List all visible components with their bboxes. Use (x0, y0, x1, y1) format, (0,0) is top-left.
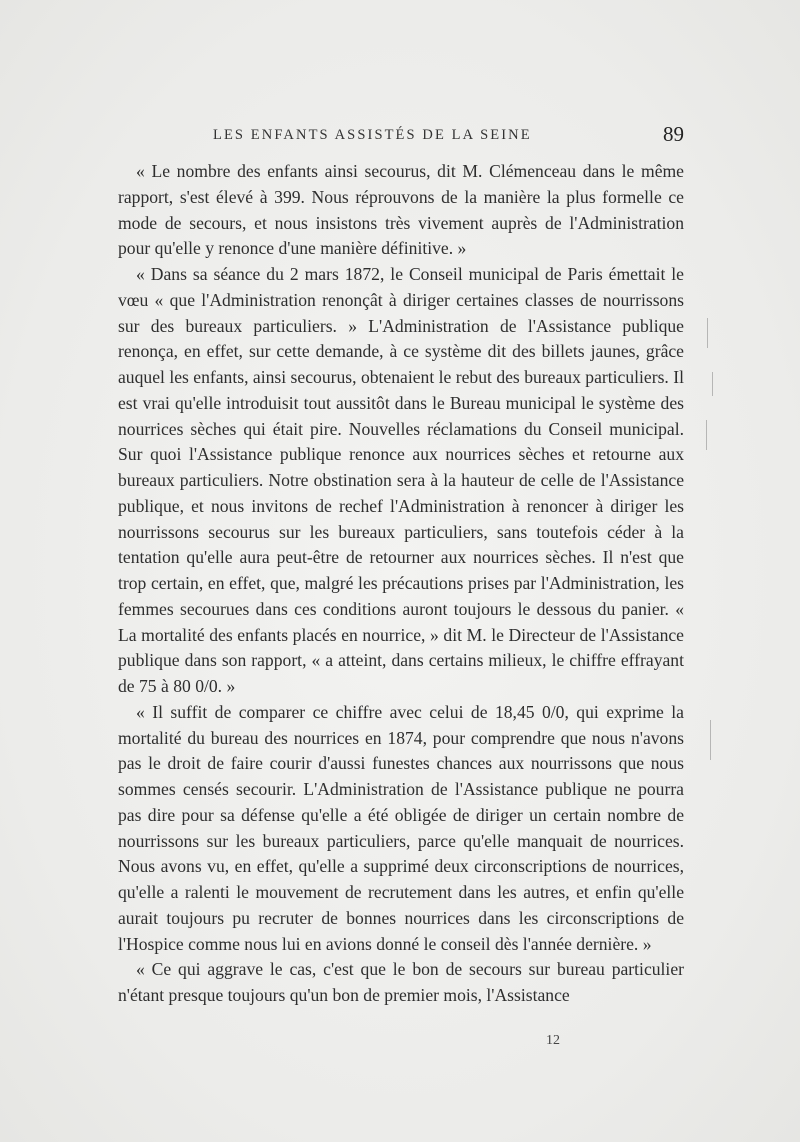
signature-mark: 12 (546, 1033, 560, 1048)
paragraph-3: « Il suffit de comparer ce chiffre avec celui de 18,45 0/0, qui exprime la mortalité du bureau des nourrices en 1874, pour comprendre que nous n'avons pas le droit de faire courir d'aussi funestes chances aux nourrissons que nous sommes censés secourir. L'Administration de l'Assistance publique ne pourra pas dire pour sa défense qu'elle a été obligée de diriger un certain nombre de nourrissons sur les bureaux particuliers, parce qu'elle manquait de nourrices. Nous avons vu, en effet, qu'elle a supprimé deux circonscriptions de nourrices, qu'elle a ralenti le mouvement de recrutement dans les autres, et enfin qu'elle aurait toujours pu recruter de bonnes nourrices dans les circonscriptions de l'Hospice comme nous lui en avions donné le conseil dès l'année dernière. » (118, 701, 684, 954)
margin-mark (710, 720, 711, 760)
page-header (118, 122, 684, 155)
paragraph-4: « Ce qui aggrave le cas, c'est que le bon de secours sur bureau particulier n'étant presque toujours qu'un bon de premier mois, l'Assistance (118, 959, 684, 1005)
body-text (118, 159, 684, 1009)
margin-mark (712, 372, 713, 396)
page-number: 89 (663, 122, 684, 146)
paragraph-2: « Dans sa séance du 2 mars 1872, le Conseil municipal de Paris émettait le vœu « que l'Administration renonçât à diriger certaines classes de nourrissons sur des bureaux particuliers. » L'Administration de l'Assistance publique renonça, en effet, sur cette demande, à ce système dit des billets jaunes, grâce auquel les enfants, ainsi secourus, obtenaient le rebut des bureaux particuliers. Il est vrai qu'elle introduisit tout aussitôt dans le Bureau municipal le système des nourrices sèches qui était pire. Nouvelles réclamations du Conseil municipal. Sur quoi l'Assistance publique renonce aux nourrices sèches et retourne aux bureaux particuliers. Notre obstination sera à la hauteur de celle de l'Assistance publique, et nous invitons de rechef l'Administration à renoncer à diriger les nourrissons secourus sur les bureaux particuliers, sans toutefois céder à la tentation qu'elle aura peut-être de retourner aux nourrices sèches. Il n'est que trop certain, en effet, que, malgré les précautions prises par l'Administration, les femmes secourues dans ces conditions auront toujours le dessous du panier. « La mortalité des enfants placés en nourrice, » dit M. le Directeur de l'Assistance publique dans son rapport, « a atteint, dans certains milieux, le chiffre effrayant de 75 à 80 0/0. » (118, 264, 684, 696)
margin-mark (707, 318, 708, 348)
running-title: LES ENFANTS ASSISTÉS DE LA SEINE (213, 127, 532, 143)
margin-mark (706, 420, 707, 450)
paragraph-1: « Le nombre des enfants ainsi secourus, dit M. Clémenceau dans le même rapport, s'est élevé à 399. Nous réprouvons de la manière la plus formelle ce mode de secours, et nous insistons très vivement auprès de l'Administration pour qu'elle y renonce d'une manière définitive. » (118, 161, 684, 259)
